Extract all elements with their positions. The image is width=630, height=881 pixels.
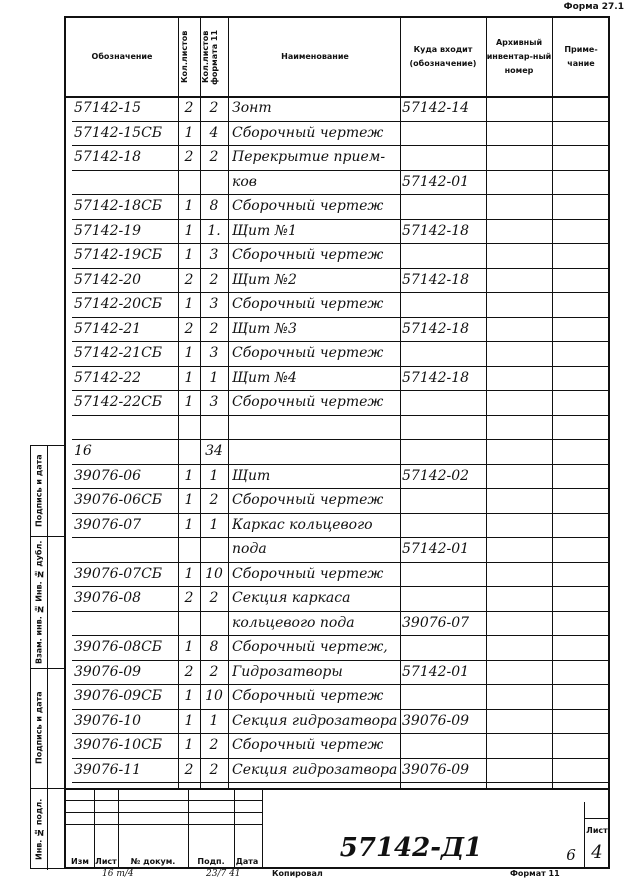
form-label: Форма 27.1 [563, 2, 624, 12]
sheets-format-cell: 3 [209, 296, 219, 312]
name-cell: Секция гидрозатвора [232, 761, 398, 778]
copied-label: Копировал [272, 869, 323, 878]
name-cell: Щит №2 [232, 271, 297, 288]
sheets-count-cell: 2 [184, 761, 194, 778]
sheets-format-cell: 2 [209, 320, 219, 337]
sheets-count-cell: 1 [184, 345, 194, 361]
designation-cell: 16 [74, 443, 92, 459]
tb-sign: Подп. [197, 857, 225, 866]
name-cell: Сборочный чертеж [232, 394, 384, 410]
tb-side-number: 6 [566, 846, 576, 864]
designation-cell: 39076-07СБ [74, 565, 163, 582]
name-cell: Сборочный чертеж [232, 198, 384, 214]
designation-cell: 57142-15СБ [74, 124, 163, 141]
name-cell: Щит №3 [232, 320, 297, 337]
sheets-format-cell: 2 [209, 590, 219, 606]
document-frame [64, 16, 610, 869]
sheets-format-cell: 1. [207, 222, 221, 239]
sheets-count-cell: 1 [184, 492, 194, 508]
designation-cell: 39076-07 [74, 516, 142, 533]
name-cell: Сборочный чертеж [232, 565, 384, 582]
where-used-cell: 39076-09 [402, 712, 470, 729]
sheets-format-cell: 1 [209, 369, 219, 386]
sheets-format-cell: 10 [205, 688, 223, 704]
sheets-format-cell: 2 [209, 149, 219, 165]
name-cell: Щит [232, 467, 271, 484]
sheets-count-cell: 1 [184, 369, 194, 386]
designation-cell: 57142-20СБ [74, 296, 163, 312]
sheets-count-cell: 2 [184, 663, 194, 680]
tb-sheet-number: 4 [591, 842, 603, 863]
sheets-count-cell: 1 [184, 394, 194, 410]
doc-designation: 57142-Д1 [339, 833, 483, 863]
sheets-format-cell: 1 [209, 467, 219, 484]
header-designation: Обозначение [91, 52, 153, 61]
sheets-count-cell: 1 [184, 247, 194, 263]
where-used-cell: 57142-14 [402, 100, 470, 116]
sheets-format-cell: 8 [209, 198, 219, 214]
sheets-count-cell: 1 [184, 124, 194, 141]
sheets-count-cell: 1 [184, 296, 194, 312]
sheets-count-cell: 1 [184, 198, 194, 214]
name-cell: Каркас кольцевого [232, 516, 373, 533]
where-used-cell: 57142-01 [402, 173, 470, 190]
sheets-count-cell: 2 [184, 590, 194, 606]
where-used-cell: 39076-07 [402, 614, 470, 631]
sidebar-label-sign-date-2: Подпись и дата [34, 691, 44, 765]
sheets-format-cell: 2 [209, 737, 219, 753]
sheets-format-cell: 10 [205, 565, 223, 582]
sheets-format-cell: 1 [209, 516, 219, 533]
name-cell: Сборочный чертеж [232, 737, 384, 753]
designation-cell: 57142-22СБ [74, 394, 163, 410]
where-used-cell: 57142-18 [402, 222, 470, 239]
sheets-count-cell: 1 [184, 222, 194, 239]
name-cell: Зонт [232, 100, 272, 116]
name-cell: пода [232, 541, 267, 557]
sheets-format-cell: 3 [209, 345, 219, 361]
sheets-count-cell: 1 [184, 688, 194, 704]
name-cell: ков [232, 173, 257, 190]
designation-cell: 39076-09СБ [74, 688, 163, 704]
name-cell: Гидрозатворы [232, 663, 343, 680]
sheets-count-cell: 2 [184, 149, 194, 165]
where-used-cell: 57142-18 [402, 271, 470, 288]
sheets-count-cell: 1 [184, 467, 194, 484]
sheets-count-cell: 1 [184, 565, 194, 582]
designation-cell: 57142-15 [74, 100, 142, 116]
sheets-count-cell: 1 [184, 737, 194, 753]
designation-cell: 57142-19СБ [74, 247, 163, 263]
header-sheets-count: Кол.листов [180, 30, 189, 84]
where-used-cell: 57142-01 [402, 541, 470, 557]
sheets-count-cell: 2 [184, 100, 194, 116]
designation-cell: 39076-08СБ [74, 639, 163, 655]
where-used-cell: 39076-09 [402, 761, 470, 778]
designation-cell: 39076-08 [74, 590, 142, 606]
left-stamp [30, 445, 64, 869]
sheets-format-cell: 8 [209, 639, 219, 655]
sidebar-label-inv-orig: Инв. № подл. [34, 798, 44, 860]
sidebar-label-inv: Взам. инв. № Инв. № дубл. [34, 540, 44, 664]
header-note: Приме-чание [564, 45, 598, 68]
header-archive-number: Архивный инвентар-ный номер [486, 38, 552, 75]
where-used-cell: 57142-01 [402, 663, 470, 680]
header-name: Наименование [281, 52, 349, 61]
designation-cell: 57142-21 [74, 320, 142, 337]
sheets-format-cell: 2 [209, 761, 219, 778]
name-cell: кольцевого пода [232, 614, 355, 631]
sheets-count-cell: 1 [184, 712, 194, 729]
name-cell: Щит №1 [232, 222, 297, 239]
name-cell: Сборочный чертеж [232, 124, 384, 141]
designation-cell: 39076-10СБ [74, 737, 163, 753]
designation-cell: 57142-21СБ [74, 345, 163, 361]
designation-cell: 57142-22 [74, 369, 142, 386]
header-where-used: Куда входит (обозначение) [409, 45, 477, 68]
sheets-count-cell: 1 [184, 516, 194, 533]
designation-cell: 39076-06СБ [74, 492, 163, 508]
sheets-count-cell: 1 [184, 639, 194, 655]
sheets-format-cell: 2 [209, 492, 219, 508]
tb-list: Лист [95, 857, 117, 866]
name-cell: Секция гидрозатвора [232, 712, 398, 729]
sheets-format-cell: 1 [209, 712, 219, 729]
designation-cell: 39076-11 [74, 761, 142, 778]
name-cell: Сборочный чертеж [232, 492, 384, 508]
sheets-format-cell: 2 [209, 271, 219, 288]
where-used-cell: 57142-02 [402, 467, 470, 484]
sheets-format-cell: 3 [209, 394, 219, 410]
where-used-cell: 57142-18 [402, 320, 470, 337]
designation-cell: 57142-20 [74, 271, 142, 288]
name-cell: Сборочный чертеж [232, 296, 384, 312]
name-cell: Сборочный чертеж, [232, 639, 388, 655]
designation-cell: 57142-19 [74, 222, 142, 239]
designation-cell: 57142-18 [74, 149, 142, 165]
sheets-format-cell: 3 [209, 247, 219, 263]
sheets-count-cell: 2 [184, 271, 194, 288]
name-cell: Секция каркаса [232, 590, 351, 606]
tb-izm: Изм [71, 857, 89, 866]
name-cell: Перекрытие прием- [232, 149, 386, 165]
sidebar-label-sign-date: Подпись и дата [34, 454, 44, 528]
name-cell: Сборочный чертеж [232, 345, 384, 361]
name-cell: Сборочный чертеж [232, 247, 384, 263]
designation-cell: 39076-06 [74, 467, 142, 484]
name-cell: Щит №4 [232, 369, 297, 386]
header-sheets-format: Кол.листов формата 11 [201, 29, 219, 85]
sheets-format-cell: 2 [209, 663, 219, 680]
sheets-format-cell: 4 [209, 124, 219, 141]
designation-cell: 39076-09 [74, 663, 142, 680]
format-label: Формат 11 [510, 869, 560, 878]
designation-cell: 39076-10 [74, 712, 142, 729]
sheets-format-cell: 34 [205, 443, 223, 459]
tb-doc-no: № докум. [130, 857, 176, 866]
sheets-format-cell: 2 [209, 100, 219, 116]
tb-sheet-label: Лист [586, 826, 608, 835]
where-used-cell: 57142-18 [402, 369, 470, 386]
name-cell: Сборочный чертеж [232, 688, 384, 704]
bottom-note-mid: 23/7 41 [206, 869, 241, 879]
tb-date: Дата [235, 857, 259, 866]
bottom-note-left: 16 т/4 [102, 869, 134, 879]
sheets-count-cell: 2 [184, 320, 194, 337]
designation-cell: 57142-18СБ [74, 198, 163, 214]
